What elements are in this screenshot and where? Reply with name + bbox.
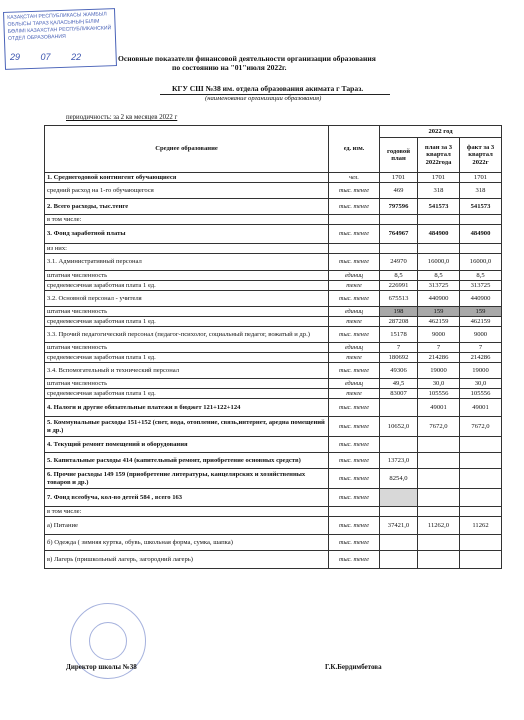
table-row [45, 517, 502, 535]
row-q3: 105556 [418, 389, 460, 399]
row-unit: тыс. тенге [329, 199, 380, 215]
row-fact: 1701 [460, 173, 502, 183]
row-q3: 49001 [418, 399, 460, 417]
stamp-date-month: 07 [40, 52, 51, 62]
stamp-date [10, 52, 120, 62]
row-unit: тыс. тенге [329, 254, 380, 271]
table-row [45, 271, 502, 281]
row-fact: 9000 [460, 327, 502, 343]
row-unit: единиц [329, 271, 380, 281]
row-fact [460, 469, 502, 489]
row-plan: 797596 [380, 199, 418, 215]
row-plan: 8,5 [380, 271, 418, 281]
row-fact: 19000 [460, 363, 502, 379]
row-plan: 675513 [380, 291, 418, 307]
row-unit [329, 507, 380, 517]
row-unit: единиц [329, 307, 380, 317]
financial-table [44, 125, 502, 569]
row-q3: 16000,0 [418, 254, 460, 271]
org-hint: (наименование организации образования) [205, 95, 322, 102]
director-label: Директор школы №38 [66, 663, 137, 671]
table-row [45, 291, 502, 307]
table-row [45, 507, 502, 517]
row-plan: 764967 [380, 225, 418, 244]
row-name: штатная численность [45, 379, 329, 389]
row-plan: 226991 [380, 281, 418, 291]
row-unit: тенге [329, 317, 380, 327]
row-fact: 30,0 [460, 379, 502, 389]
header-fact: факт за 3 квартал 2022г [460, 138, 502, 173]
row-unit: тыс. тенге [329, 453, 380, 469]
row-name: 4. Налоги и другие обязательные платежи в бюджет 121+122+124 [45, 399, 329, 417]
row-q3 [418, 215, 460, 225]
row-q3 [418, 469, 460, 489]
row-name: в) Лагерь (пришкольный лагерь, загородний лагерь) [45, 551, 329, 569]
row-unit: тыс. тенге [329, 535, 380, 551]
row-q3: 1701 [418, 173, 460, 183]
row-name: 3. Фонд заработной платы [45, 225, 329, 244]
row-q3: 159 [418, 307, 460, 317]
row-unit: тыс. тенге [329, 327, 380, 343]
row-q3 [418, 551, 460, 569]
row-q3: 440900 [418, 291, 460, 307]
row-q3: 9000 [418, 327, 460, 343]
row-q3 [418, 489, 460, 507]
row-unit: тенге [329, 389, 380, 399]
stamp-date-day: 29 [10, 52, 21, 62]
row-plan: 10652,0 [380, 417, 418, 437]
table-row [45, 173, 502, 183]
table-row [45, 307, 502, 317]
header-unit: ед. изм. [329, 126, 380, 173]
row-unit: тыс. тенге [329, 291, 380, 307]
row-unit: тенге [329, 281, 380, 291]
row-fact: 214286 [460, 353, 502, 363]
stamp-date-year: 22 [71, 52, 82, 62]
row-name: 5. Капитальные расходы 414 (капительный ремонт, приобретение основных средств) [45, 453, 329, 469]
period-label: периодичность: за 2 кв месяцев 2022 г [66, 114, 178, 121]
row-unit: тыс. тенге [329, 399, 380, 417]
row-name: штатная численность [45, 271, 329, 281]
table-row [45, 215, 502, 225]
row-fact: 462159 [460, 317, 502, 327]
table-row [45, 489, 502, 507]
row-q3: 8,5 [418, 271, 460, 281]
row-name: 3.4. Вспомогательный и технический персонал [45, 363, 329, 379]
table-row [45, 327, 502, 343]
stamp-text: КАЗАҚСТАН РЕСПУБЛИКАСЫ ЖАМБЫЛ ОБЛЫСЫ ТАРАЗ ҚАЛАСЫНЫҢ БІЛІМ БӨЛІМІ КАЗАХСТАН РЕСПУБЛИКАНСКИЙ ОТДЕЛ ОБРАЗОВАНИЯ [7, 11, 112, 42]
row-fact [460, 535, 502, 551]
row-q3: 313725 [418, 281, 460, 291]
row-fact [460, 507, 502, 517]
row-fact: 11262 [460, 517, 502, 535]
table-row [45, 399, 502, 417]
row-fact: 49001 [460, 399, 502, 417]
row-plan: 8254,0 [380, 469, 418, 489]
row-name: среднемесячная заработная плата 1 ед. [45, 317, 329, 327]
row-plan [380, 489, 418, 507]
row-name: штатная численность [45, 307, 329, 317]
row-q3: 318 [418, 183, 460, 199]
row-plan [380, 507, 418, 517]
row-name: б) Одежда ( зимняя куртка, обувь, школьная форма, сумка, шапка) [45, 535, 329, 551]
row-q3: 541573 [418, 199, 460, 215]
table-row [45, 353, 502, 363]
header-name: Среднее образование [45, 126, 329, 173]
row-plan: 49306 [380, 363, 418, 379]
row-fact: 8,5 [460, 271, 502, 281]
table-row [45, 225, 502, 244]
row-name: 4. Текущий ремонт помещений и оборудования [45, 437, 329, 453]
row-unit: тенге [329, 353, 380, 363]
row-q3 [418, 453, 460, 469]
table-row [45, 379, 502, 389]
row-plan: 198 [380, 307, 418, 317]
row-plan: 83007 [380, 389, 418, 399]
row-fact: 484900 [460, 225, 502, 244]
row-fact [460, 489, 502, 507]
row-name: среднемесячная заработная плата 1 ед. [45, 389, 329, 399]
row-unit: единиц [329, 343, 380, 353]
row-plan: 13723,0 [380, 453, 418, 469]
row-q3: 484900 [418, 225, 460, 244]
row-name: из них: [45, 244, 329, 254]
row-fact: 7672,0 [460, 417, 502, 437]
table-row [45, 453, 502, 469]
row-q3 [418, 244, 460, 254]
row-plan: 37421,0 [380, 517, 418, 535]
row-unit: тыс. тенге [329, 417, 380, 437]
table-row [45, 343, 502, 353]
row-fact: 440900 [460, 291, 502, 307]
row-unit: тыс. тенге [329, 551, 380, 569]
document-title [118, 54, 418, 72]
header-plan: годовой план [380, 138, 418, 173]
row-plan: 15178 [380, 327, 418, 343]
row-fact: 159 [460, 307, 502, 317]
row-unit: чел. [329, 173, 380, 183]
row-plan: 1701 [380, 173, 418, 183]
row-unit [329, 244, 380, 254]
table-row [45, 317, 502, 327]
row-plan: 469 [380, 183, 418, 199]
row-plan: 24970 [380, 254, 418, 271]
row-name: среднемесячная заработная плата 1 ед. [45, 353, 329, 363]
row-q3: 214286 [418, 353, 460, 363]
row-plan [380, 399, 418, 417]
row-name: среднемесячная заработная плата 1 ед. [45, 281, 329, 291]
title-line-2: по состоянию на "01"июля 2022г. [172, 63, 287, 72]
row-q3 [418, 507, 460, 517]
table-row [45, 389, 502, 399]
row-fact: 541573 [460, 199, 502, 215]
table-row [45, 281, 502, 291]
row-fact: 105556 [460, 389, 502, 399]
org-name: КГУ СШ №38 им. отдела образования акимата г Тараз. [172, 84, 364, 93]
row-unit: тыс. тенге [329, 517, 380, 535]
row-fact: 318 [460, 183, 502, 199]
row-plan: 49,5 [380, 379, 418, 389]
row-plan [380, 437, 418, 453]
table-row [45, 199, 502, 215]
row-unit: тыс. тенге [329, 183, 380, 199]
row-name: 3.3. Прочий педагогический персонал (педагог-психолог, социальный педагог, вожатый и др.) [45, 327, 329, 343]
row-fact [460, 215, 502, 225]
table-header-row [45, 126, 502, 138]
row-plan [380, 244, 418, 254]
row-q3: 30,0 [418, 379, 460, 389]
row-name: 5. Коммунальные расходы 151+152 (свет, вода, отопление, связь,интернет, аредна помещений и др.) [45, 417, 329, 437]
row-name: в том числе: [45, 507, 329, 517]
title-line-1: Основные показатели финансовой деятельности организации образования [118, 54, 376, 63]
row-name: штатная численность [45, 343, 329, 353]
header-year: 2022 год [380, 126, 502, 138]
row-fact [460, 244, 502, 254]
row-plan: 180692 [380, 353, 418, 363]
table-row [45, 244, 502, 254]
row-name: средний расход на 1-го обучающегося [45, 183, 329, 199]
row-fact [460, 437, 502, 453]
row-fact: 16000,0 [460, 254, 502, 271]
row-unit: тыс. тенге [329, 489, 380, 507]
table-row [45, 363, 502, 379]
table-row [45, 535, 502, 551]
row-q3 [418, 535, 460, 551]
row-plan [380, 551, 418, 569]
table-row [45, 437, 502, 453]
row-unit [329, 215, 380, 225]
row-plan: 7 [380, 343, 418, 353]
row-name: 1. Среднегодовой контингент обучающиеся [45, 173, 329, 183]
table-row [45, 551, 502, 569]
row-unit: тыс. тенге [329, 363, 380, 379]
table-row [45, 417, 502, 437]
row-unit: единиц [329, 379, 380, 389]
row-fact: 7 [460, 343, 502, 353]
row-q3 [418, 437, 460, 453]
table-row [45, 469, 502, 489]
row-unit: тыс. тенге [329, 225, 380, 244]
row-fact: 313725 [460, 281, 502, 291]
row-plan [380, 215, 418, 225]
row-fact [460, 551, 502, 569]
row-name: 3.2. Основной персонал - учителя [45, 291, 329, 307]
row-plan [380, 535, 418, 551]
header-q3: план за 3 квартал 2022года [418, 138, 460, 173]
row-q3: 19000 [418, 363, 460, 379]
director-name: Г.К.Бердимбетова [325, 663, 382, 671]
row-q3: 462159 [418, 317, 460, 327]
row-name: 3.1. Административный персонал [45, 254, 329, 271]
table-row [45, 183, 502, 199]
row-name: в том числе: [45, 215, 329, 225]
row-name: а) Питание [45, 517, 329, 535]
row-unit: тыс. тенге [329, 437, 380, 453]
row-q3: 11262,0 [418, 517, 460, 535]
row-q3: 7 [418, 343, 460, 353]
row-fact [460, 453, 502, 469]
table-row [45, 254, 502, 271]
row-unit: тыс. тенге [329, 469, 380, 489]
row-name: 2. Всего расходы, тыс.тенге [45, 199, 329, 215]
row-plan: 287208 [380, 317, 418, 327]
row-name: 6. Прочие расходы 149 159 (приобретение литературы, канцелярских и хозяйственных товаров и др.) [45, 469, 329, 489]
row-q3: 7672,0 [418, 417, 460, 437]
row-name: 7. Фонд всеобуча, кол-во детей 584 , всего 163 [45, 489, 329, 507]
